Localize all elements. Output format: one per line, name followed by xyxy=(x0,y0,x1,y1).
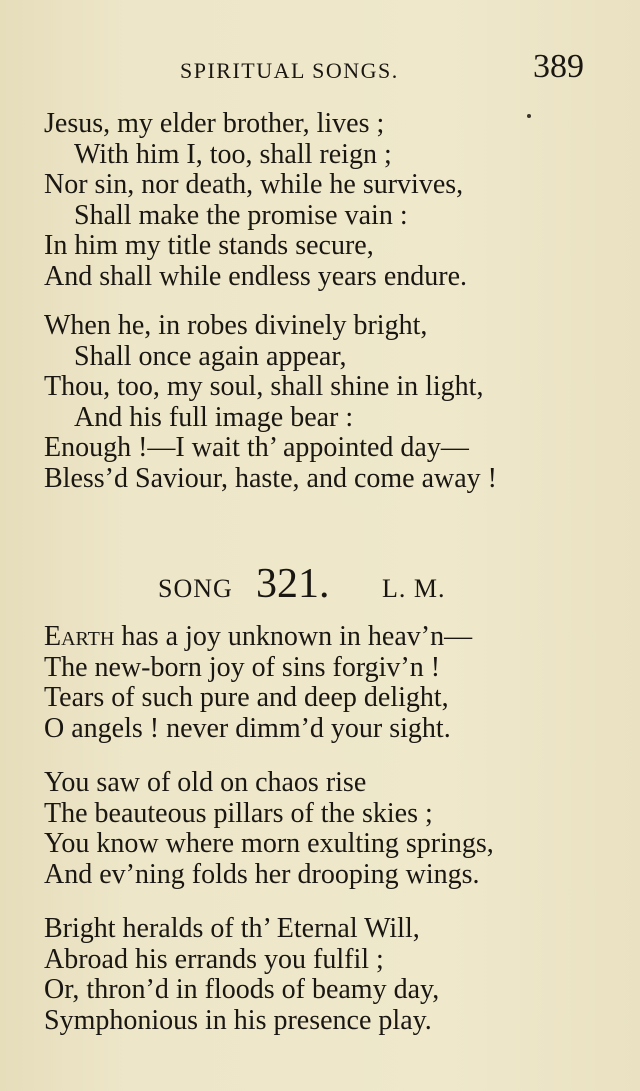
page-header xyxy=(0,48,640,88)
stanza-2 xyxy=(44,311,497,494)
verse-line: You know where morn exulting springs, xyxy=(44,828,494,859)
print-speck xyxy=(527,114,531,118)
verse-line xyxy=(44,622,472,653)
verse-line: Shall once again appear, xyxy=(74,340,347,372)
verse-line: The beauteous pillars of the skies ; xyxy=(44,797,433,829)
running-head: SPIRITUAL SONGS. xyxy=(180,58,399,83)
verse-line: Bless’d Saviour, haste, and come away ! xyxy=(44,462,497,494)
song-heading xyxy=(0,560,640,610)
verse-line: And his full image bear : xyxy=(74,401,354,433)
verse-line: When he, in robes divinely bright, xyxy=(44,310,428,341)
first-line-rest: has a joy unknown in heav’n— xyxy=(114,621,473,652)
verse-line: And shall while endless years endure. xyxy=(44,260,467,292)
verse-line: O angels ! never dimm’d your sight. xyxy=(44,712,451,744)
verse-line: Nor sin, nor death, while he survives, xyxy=(44,169,464,200)
first-word: Earth xyxy=(44,621,115,652)
stanza-1 xyxy=(44,109,467,292)
song-label: SONG xyxy=(158,574,233,603)
verse-line: Or, thron’d in floods of beamy day, xyxy=(44,974,440,1005)
verse-line: Abroad his errands you fulfil ; xyxy=(44,943,384,975)
verse-line: Symphonious in his presence play. xyxy=(44,1004,432,1036)
verse-line: Jesus, my elder brother, lives ; xyxy=(44,108,385,139)
song-number: 321. xyxy=(256,561,330,607)
song-meter: L. M. xyxy=(382,574,446,603)
song-stanza-1 xyxy=(44,622,472,744)
verse-line: You saw of old on chaos rise xyxy=(44,767,367,798)
verse-line: The new-born joy of sins forgiv’n ! xyxy=(44,651,441,683)
song-stanza-2 xyxy=(44,768,494,890)
verse-line: And ev’ning folds her drooping wings. xyxy=(44,858,480,890)
verse-line: Tears of such pure and deep delight, xyxy=(44,682,449,713)
verse-line: Shall make the promise vain : xyxy=(74,199,408,231)
page-number: 389 xyxy=(533,48,584,85)
verse-line: Enough !—I wait th’ appointed day— xyxy=(44,432,469,463)
verse-line: In him my title stands secure, xyxy=(44,230,374,261)
song-stanza-3 xyxy=(44,914,439,1036)
verse-line: Bright heralds of th’ Eternal Will, xyxy=(44,913,420,944)
verse-line: Thou, too, my soul, shall shine in light, xyxy=(44,371,484,402)
verse-line: With him I, too, shall reign ; xyxy=(74,138,392,170)
